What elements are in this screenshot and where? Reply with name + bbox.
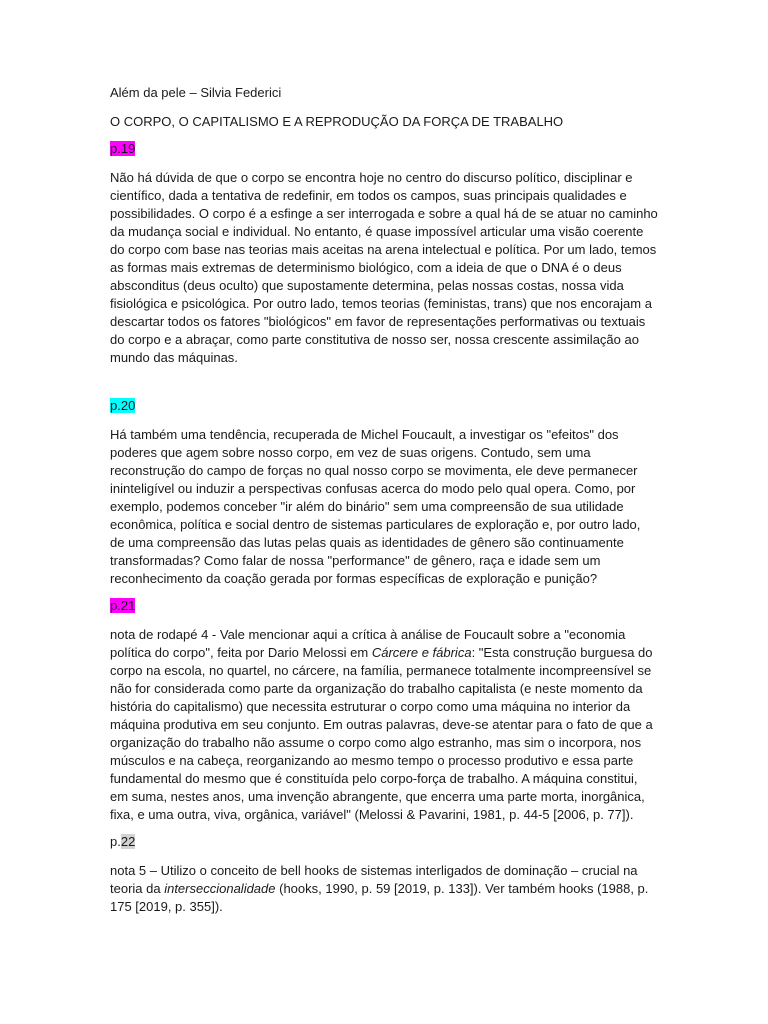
- page-marker-19: [110, 140, 658, 158]
- paragraph-p20: Há também uma tendência, recuperada de Michel Foucault, a investigar os "efeitos" dos poderes que agem sobre nosso corpo, em vez de suas origens. Contudo, sem uma reconstrução do campo de forças no qual nosso corpo se movimenta, ele deve permanecer ininteligível ou induzir a perspectivas confusas acerca do modo pelo qual opera. Como, por exemplo, podemos conceber "ir além do binário" sem uma compreensão de sua utilidade econômica, política e social dentro de sistemas particulares de exploração e, por outro lado, de uma compreensão das lutas pelas quais as identidades de gênero são continuamente transformadas? Como falar de nossa "performance" de gênero, raça e idade sem um reconhecimento da coação gerada por formas específicas de exploração e punição?: [110, 427, 641, 586]
- document-title: Além da pele – Silvia Federici: [110, 85, 282, 100]
- chapter-title: O CORPO, O CAPITALISMO E A REPRODUÇÃO DA FORÇA DE TRABALHO: [110, 114, 564, 129]
- page-marker-20: [110, 397, 658, 415]
- paragraph-p19: Não há dúvida de que o corpo se encontra hoje no centro do discurso político, disciplinar e científico, dada a tentativa de redefinir, em todos os campos, suas principais qualidades e possibilidades. O corpo é a esfinge a ser interrogada e sobre a qual há de se atuar no caminho da mudança social e individual. No entanto, é quase impossível articular uma visão coerente do corpo com base nas teorias mais aceitas na arena intelectual e política. Por um lado, temos as formas mais extremas de determinismo biológico, com a ideia de que o DNA é o deus absconditus (deus oculto) que supostamente determina, pelas nossas costas, nossa vida fisiológica e psicológica. Por outro lado, temos teorias (feministas, trans) que nos encorajam a descartar todos os fatores "biológicos" em favor de representações performativas ou textuais do corpo e a abraçar, como parte constitutiva de nosso ser, nossa crescente assimilação ao mundo das máquinas.: [110, 170, 658, 365]
- page-label-highlight: p.21: [110, 598, 136, 613]
- book-title: Cárcere e fábrica: [371, 645, 472, 660]
- concept-term: interseccionalidade: [164, 881, 276, 896]
- page-label-highlight: 22: [120, 834, 136, 849]
- footnote-5: [110, 862, 658, 916]
- footnote-text: nota de rodapé 4 - Vale mencionar aqui a crítica à análise de Foucault sobre a "economia política do corpo", feita por Dario Melossi em: [110, 627, 626, 660]
- page-label-highlight: p.20: [110, 398, 136, 413]
- footnote-quote: : "Esta construção burguesa do corpo na escola, no quartel, no cárcere, na família, permanece totalmente incompreensível se não for considerada como parte da organização do trabalho capitalista (e neste momento da história do capitalismo) que necessita estruturar o corpo como uma máquina no interior da máquina produtiva em seu conjunto. Em outras palavras, deve-se atentar para o fato de que a organização do trabalho não assume o corpo como algo estranho, mas sim o incorpora, nos músculos e na cabeça, reorganizando ao mesmo tempo o processo produtivo e essa parte fundamental do mesmo que é constituída pelo corpo-força de trabalho. A máquina constitui, em suma, nestes anos, uma invenção abrangente, que encerra uma parte morta, inorgânica, fixa, e uma outra, viva, orgânica, variável" (Melossi & Pavarini, 1981, p. 44-5 [2006, p. 77]).: [110, 645, 653, 822]
- footnote-text: nota 5 – Utilizo o conceito de bell hooks de sistemas interligados de dominação – crucial na teoria da: [110, 863, 638, 896]
- page-label-highlight: p.19: [110, 141, 136, 156]
- document-page: [110, 84, 658, 916]
- page-marker-21: [110, 597, 658, 615]
- footnote-4: [110, 626, 658, 824]
- footnote-citation: (hooks, 1990, p. 59 [2019, p. 133]). Ver também hooks (1988, p. 175 [2019, p. 355]).: [110, 881, 649, 914]
- page-marker-22: [110, 833, 658, 851]
- page-label-prefix: p.: [110, 834, 121, 849]
